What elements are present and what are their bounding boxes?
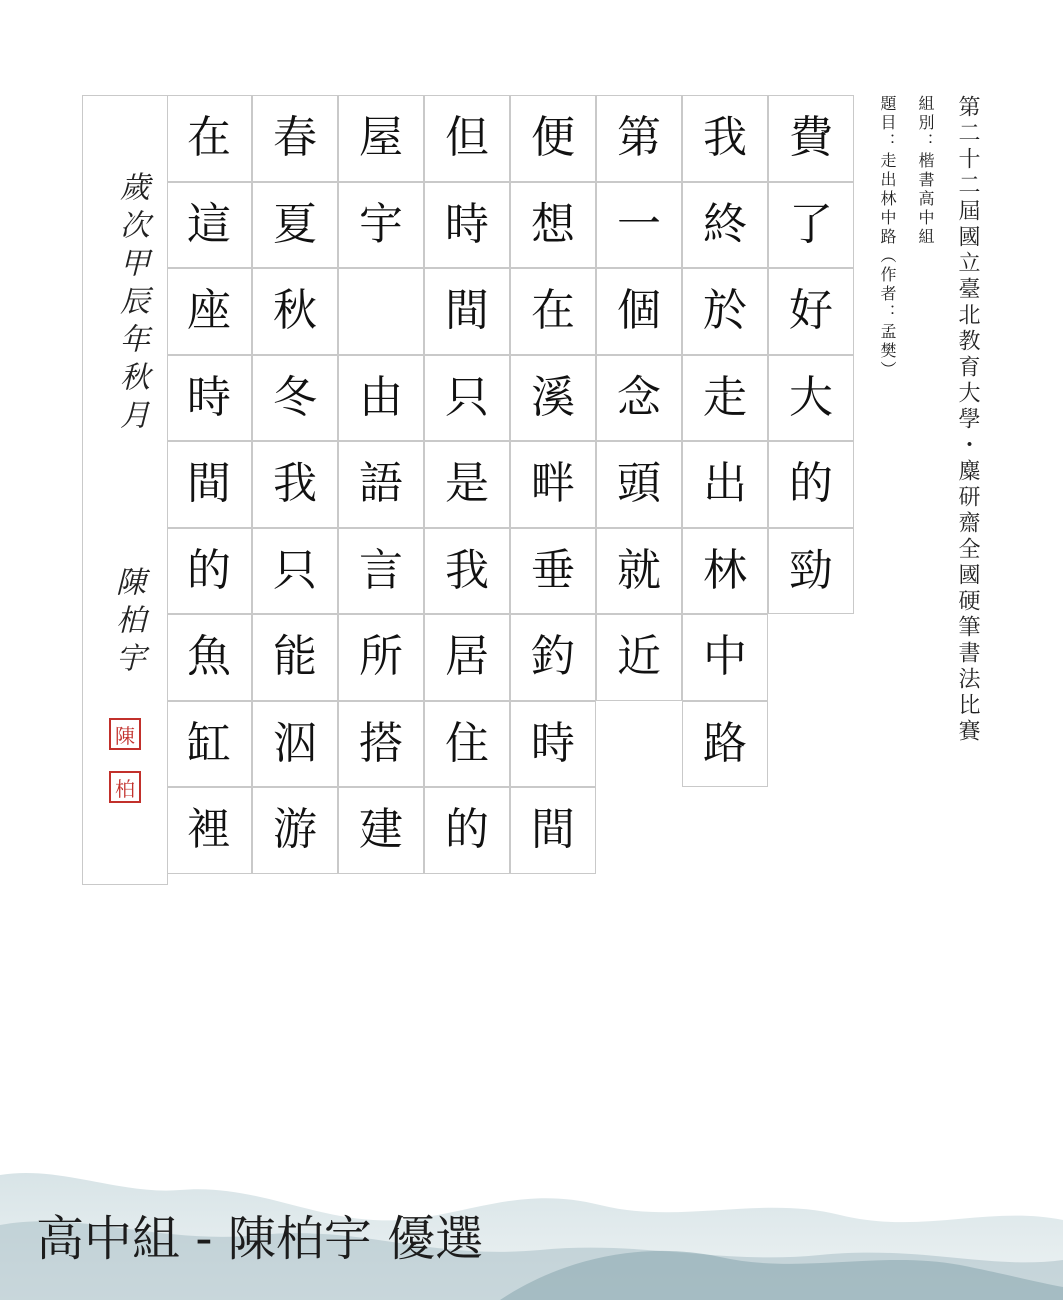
grid-cell: 的 [768, 441, 854, 528]
grid-cell: 念 [596, 355, 682, 442]
signature-date: 歲次甲辰年秋月 [114, 171, 149, 437]
grid-cell: 個 [596, 268, 682, 355]
grid-cell: 住 [424, 701, 510, 788]
grid-cell: 畔 [510, 441, 596, 528]
grid-cell: 泅 [252, 701, 338, 788]
grid-cell: 走 [682, 355, 768, 442]
grid-cell: 間 [510, 787, 596, 874]
grid-cell: 近 [596, 614, 682, 701]
grid-cell: 終 [682, 182, 768, 269]
grid-cell: 時 [424, 182, 510, 269]
grid-cell: 言 [338, 528, 424, 615]
grid-cell: 路 [682, 701, 768, 788]
grid-cell: 好 [768, 268, 854, 355]
grid-cell: 所 [338, 614, 424, 701]
grid-cell: 就 [596, 528, 682, 615]
grid-cell: 頭 [596, 441, 682, 528]
grid-cell: 一 [596, 182, 682, 269]
grid-cell: 我 [252, 441, 338, 528]
grid-cell: 宇 [338, 182, 424, 269]
grid-cell: 的 [424, 787, 510, 874]
grid-cell: 垂 [510, 528, 596, 615]
grid-cell [338, 268, 424, 355]
grid-cell: 間 [424, 268, 510, 355]
grid-cell: 時 [510, 701, 596, 788]
grid-cell: 費 [768, 95, 854, 182]
grid-cell: 大 [768, 355, 854, 442]
grid-cell: 缸 [166, 701, 252, 788]
grid-cell: 時 [166, 355, 252, 442]
competition-title: 第二十二屆國立臺北教育大學・麋研齋全國硬筆書法比賽 [955, 95, 980, 745]
grid-cell: 的 [166, 528, 252, 615]
grid-cell: 勁 [768, 528, 854, 615]
group-label: 組別：楷書高中組 [916, 95, 935, 247]
grid-cell: 溪 [510, 355, 596, 442]
grid-cell: 這 [166, 182, 252, 269]
grid-cell: 秋 [252, 268, 338, 355]
grid-cell: 裡 [166, 787, 252, 874]
grid-cell: 能 [252, 614, 338, 701]
grid-cell: 語 [338, 441, 424, 528]
grid-cell: 釣 [510, 614, 596, 701]
grid-cell: 間 [166, 441, 252, 528]
grid-cell: 游 [252, 787, 338, 874]
seal-stamp: 陳 [109, 718, 141, 750]
grid-cell: 我 [424, 528, 510, 615]
character-grid [82, 95, 854, 885]
grid-cell: 只 [252, 528, 338, 615]
grid-cell: 便 [510, 95, 596, 182]
grid-cell: 由 [338, 355, 424, 442]
signature-name: 陳柏宇 [110, 566, 145, 680]
grid-cell: 於 [682, 268, 768, 355]
signature-column [82, 95, 168, 885]
grid-cell: 在 [510, 268, 596, 355]
calligraphy-sheet [82, 95, 854, 885]
grid-cell: 了 [768, 182, 854, 269]
grid-cell: 出 [682, 441, 768, 528]
grid-cell: 只 [424, 355, 510, 442]
grid-cell: 夏 [252, 182, 338, 269]
grid-cell: 魚 [166, 614, 252, 701]
grid-cell: 建 [338, 787, 424, 874]
grid-cell: 座 [166, 268, 252, 355]
topic-label: 題目：走出林中路（作者：孟樊） [878, 95, 897, 380]
grid-cell: 屋 [338, 95, 424, 182]
grid-cell: 第 [596, 95, 682, 182]
grid-cell: 冬 [252, 355, 338, 442]
grid-cell: 在 [166, 95, 252, 182]
grid-cell: 林 [682, 528, 768, 615]
grid-cell: 是 [424, 441, 510, 528]
seal-stamp-secondary: 柏 [109, 771, 141, 803]
grid-cell: 但 [424, 95, 510, 182]
grid-cell: 中 [682, 614, 768, 701]
footer-title: 高中組 - 陳柏宇 優選 [36, 1211, 484, 1267]
grid-cell: 居 [424, 614, 510, 701]
grid-cell: 春 [252, 95, 338, 182]
grid-cell: 搭 [338, 701, 424, 788]
grid-cell: 想 [510, 182, 596, 269]
grid-cell: 我 [682, 95, 768, 182]
